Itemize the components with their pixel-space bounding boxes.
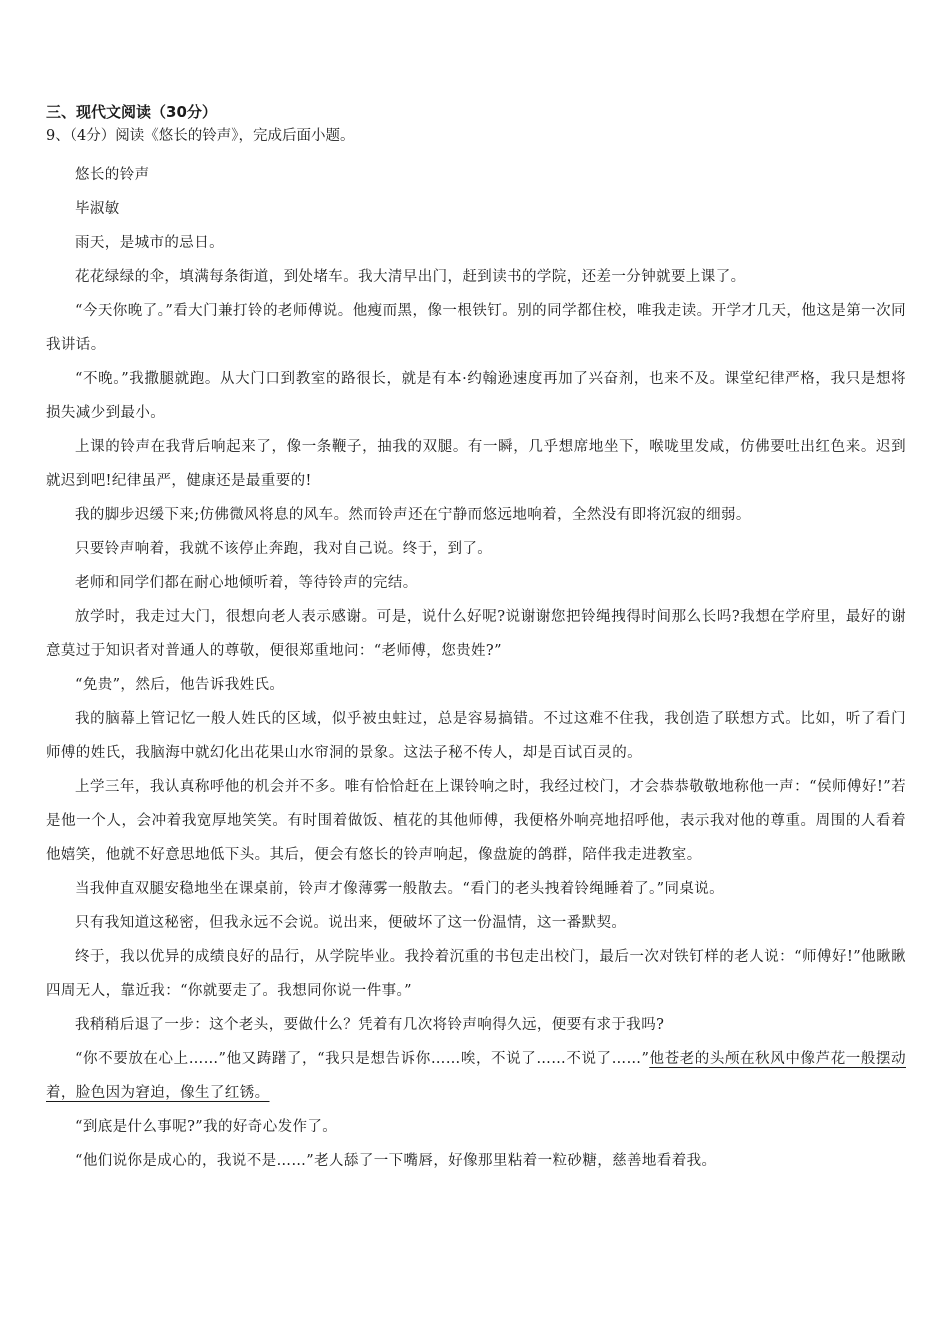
article-paragraph: “不晚。”我撒腿就跑。从大门口到教室的路很长，就是有本·约翰逊速度再加了兴奋剂，也来不及。课堂纪律严格，我只是想将损失减少到最小。 [46, 371, 906, 421]
article-paragraph: 放学时，我走过大门，很想向老人表示感谢。可是，说什么好呢?说谢谢您把铃绳拽得时间那么长吗?我想在学府里，最好的谢意莫过于知识者对普通人的尊敬，便很郑重地问：“老师傅，您贵姓?” [46, 609, 906, 659]
article-paragraph: “到底是什么事呢?”我的好奇心发作了。 [75, 1119, 338, 1135]
question-prompt: 9、（4分）阅读《悠长的铃声》，完成后面小题。 [46, 128, 355, 144]
article-paragraph: 我的脑幕上管记忆一般人姓氏的区域，似乎被虫蛀过，总是容易搞错。不过这难不住我，我创造了联想方式。比如，听了看门师傅的姓氏，我脑海中就幻化出花果山水帘洞的景象。这法子秘不传人，却是百试百灵的。 [46, 711, 906, 761]
article-paragraph: 终于，我以优异的成绩良好的品行，从学院毕业。我拎着沉重的书包走出校门，最后一次对铁钉样的老人说：“师傅好!”他瞅瞅四周无人，靠近我：“你就要走了。我想同你说一件事。” [46, 949, 906, 999]
underlined-sentence: 他苍老的头颅在秋风中像芦花一般摆动着，脸色因为窘迫，像生了红锈。 [46, 1051, 906, 1101]
article-paragraph: 当我伸直双腿安稳地坐在课桌前，铃声才像薄雾一般散去。“看门的老头拽着铃绳睡着了。”同桌说。 [75, 881, 725, 897]
article-paragraph: 只要铃声响着，我就不该停止奔跑，我对自己说。终于，到了。 [75, 541, 493, 557]
section-heading: 三、现代文阅读（30分） [46, 103, 217, 121]
article-paragraph-underlined [46, 1042, 906, 1110]
article-paragraph: 只有我知道这秘密，但我永远不会说。说出来，便破坏了这一份温情，这一番默契。 [75, 915, 627, 931]
paragraph-lead-text: “你不要放在心上……”他又踌躇了，“我只是想告诉你……唉，不说了……不说了……” [75, 1051, 650, 1067]
article-paragraph: 我的脚步迟缓下来;仿佛微风将息的风车。然而铃声还在宁静而悠远地响着，全然没有即将沉寂的细弱。 [75, 507, 751, 523]
article-paragraph: 雨天，是城市的忌日。 [75, 235, 224, 251]
article-paragraph: “他们说你是成心的，我说不是……”老人舔了一下嘴唇，好像那里粘着一粒砂糖，慈善地看着我。 [75, 1153, 717, 1169]
article-paragraph: “免贵”，然后，他告诉我姓氏。 [75, 677, 285, 693]
article-body [46, 158, 906, 1178]
article-paragraph: 上课的铃声在我背后响起来了，像一条鞭子，抽我的双腿。有一瞬，几乎想席地坐下，喉咙里发咸，仿佛要吐出红色来。迟到就迟到吧!纪律虽严，健康还是最重要的! [46, 439, 906, 489]
article-paragraph: 上学三年，我认真称呼他的机会并不多。唯有恰恰赶在上课铃响之时，我经过校门，才会恭恭敬敬地称他一声：“侯师傅好!”若是他一个人，会冲着我宽厚地笑笑。有时围着做饭、植花的其他师傅，我便格外响亮地招呼他，表示我对他的尊重。周围的人看着他嬉笑，他就不好意思地低下头。其后，便会有悠长的铃声响起，像盘旋的鸽群，陪伴我走进教室。 [46, 779, 906, 863]
article-paragraph: “今天你晚了。”看大门兼打铃的老师傅说。他瘦而黑，像一根铁钉。别的同学都住校，唯我走读。开学才几天，他这是第一次同我讲话。 [46, 303, 906, 353]
article-paragraph: 我稍稍后退了一步：这个老头，要做什么？凭着有几次将铃声响得久远，便要有求于我吗? [75, 1017, 665, 1033]
article-author: 毕淑敏 [75, 201, 120, 217]
article-paragraph: 老师和同学们都在耐心地倾听着，等待铃声的完结。 [75, 575, 418, 591]
article-paragraph: 花花绿绿的伞，填满每条街道，到处堵车。我大清早出门，赶到读书的学院，还差一分钟就要上课了。 [75, 269, 746, 285]
article-title: 悠长的铃声 [75, 167, 150, 183]
